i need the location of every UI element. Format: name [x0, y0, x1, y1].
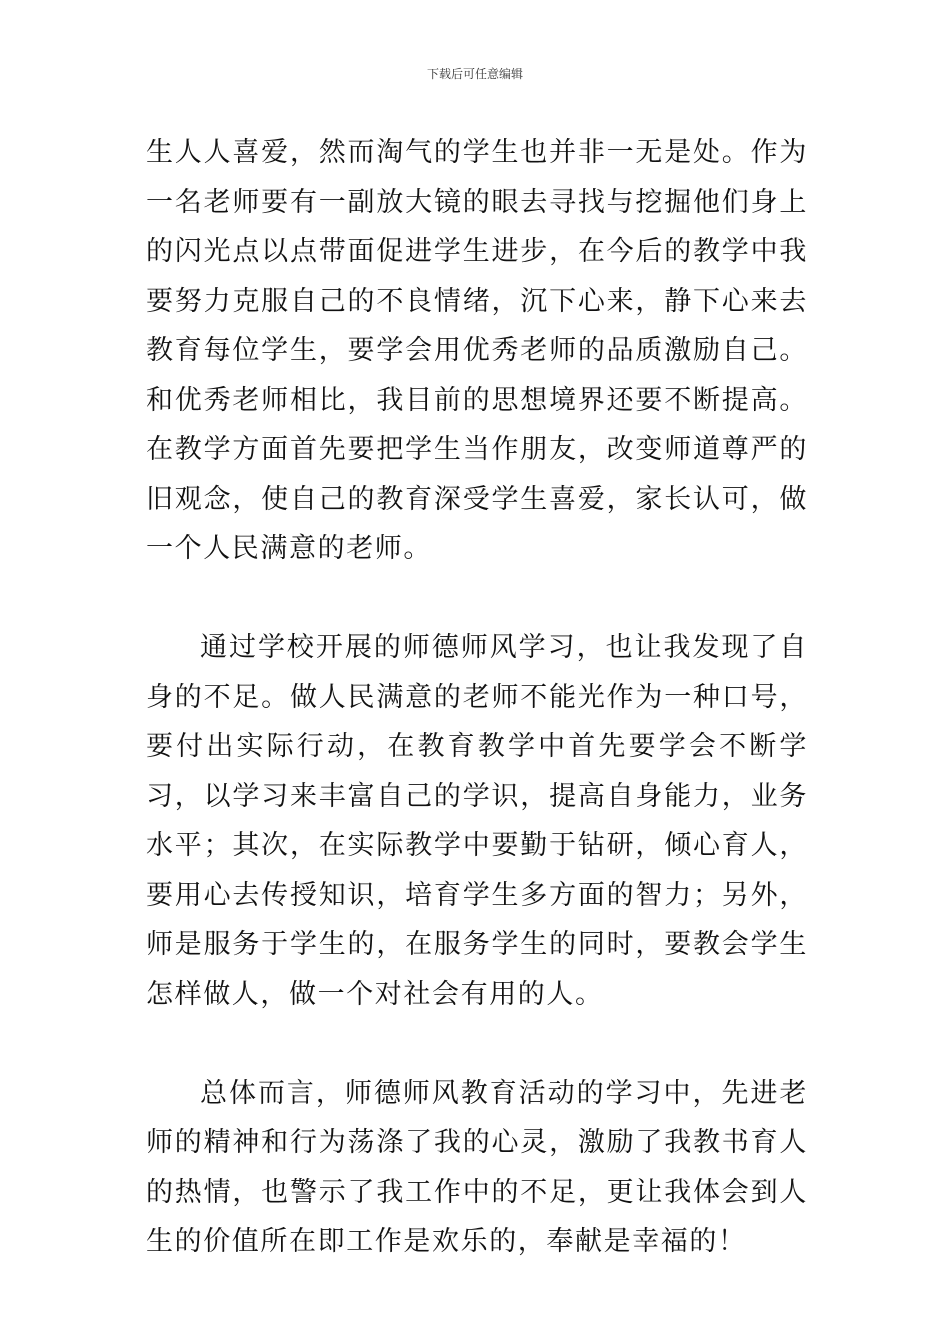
paragraph-conclusion: 总体而言，师德师风教育活动的学习中，先进老师的精神和行为荡涤了我的心灵，激励了我教书育人的热情，也警示了我工作中的不足，更让我体会到人生的价值所在即工作是欢乐的，奉献是幸福的！ — [146, 1077, 808, 1257]
paragraph-spacer — [146, 1019, 808, 1069]
document-body — [146, 128, 808, 1267]
paragraph-continued: 生人人喜爱，然而淘气的学生也并非一无是处。作为一名老师要有一副放大镜的眼去寻找与挖掘他们身上的闪光点以点带面促进学生进步，在今后的教学中我要努力克服自己的不良情绪，沉下心来，静下心来去教育每位学生，要学会用优秀老师的品质激励自己。和优秀老师相比，我目前的思想境界还要不断提高。在教学方面首先要把学生当作朋友，改变师道尊严的旧观念，使自己的教育深受学生喜爱，家长认可，做一个人民满意的老师。 — [146, 137, 808, 564]
paragraph-spacer — [146, 574, 808, 624]
page-header-note: 下载后可任意编辑 — [426, 67, 523, 81]
paragraph-learning: 通过学校开展的师德师风学习，也让我发现了自身的不足。做人民满意的老师不能光作为一种口号，要付出实际行动，在教育教学中首先要学会不断学习，以学习来丰富自己的学识，提高自身能力，业务水平；其次，在实际教学中要勤于钻研，倾心育人，要用心去传授知识，培育学生多方面的智力；另外，师是服务于学生的，在服务学生的同时，要教会学生怎样做人，做一个对社会有用的人。 — [146, 632, 808, 1010]
